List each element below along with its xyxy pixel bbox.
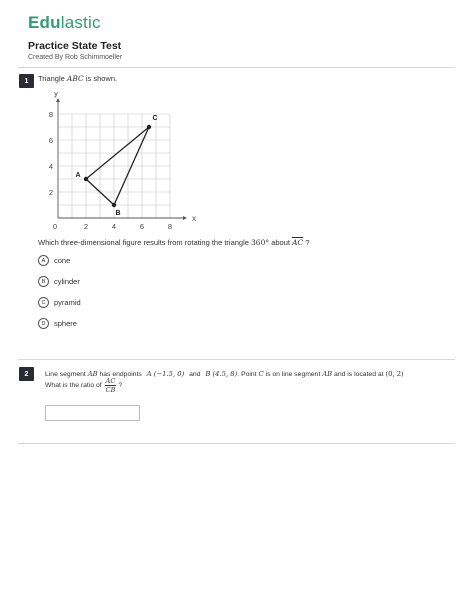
choice-letter-badge: A	[38, 255, 49, 266]
test-title: Practice State Test	[28, 40, 122, 52]
choice-label: cone	[54, 256, 71, 265]
q2-point-b: B (4.5, 8)	[205, 370, 238, 378]
y-tick-label: 6	[48, 136, 53, 145]
q2-ratio-end: ?	[118, 382, 123, 389]
y-tick-label: 2	[48, 188, 53, 197]
x-tick-label: 6	[139, 222, 145, 231]
q2-text: Line segment	[45, 371, 86, 378]
q2-text: is on line segment	[265, 371, 321, 378]
q2-point-c: C	[258, 370, 264, 378]
point-label-a: A	[75, 172, 81, 179]
y-axis-label: y	[54, 92, 58, 98]
question-divider	[18, 443, 455, 444]
point-a	[84, 177, 88, 181]
choice-label: pyramid	[54, 298, 81, 307]
ratio-fraction	[105, 377, 117, 394]
choice-label: sphere	[54, 319, 77, 328]
question-1-stem	[38, 74, 117, 83]
fraction-numerator: AC	[105, 377, 116, 385]
logo-bold-text: Edu	[28, 13, 61, 32]
prompt-end: ?	[305, 238, 310, 247]
stem-suffix: is shown.	[85, 74, 118, 83]
point-b	[112, 203, 116, 207]
x-axis-label: x	[192, 214, 196, 223]
q2-text: . Point	[237, 371, 257, 378]
q2-text: and is located at	[334, 371, 384, 378]
prompt-text: Which three-dimensional figure results from rotating the triangle	[38, 238, 249, 247]
question-divider	[18, 359, 455, 360]
choice-letter-badge: D	[38, 318, 49, 329]
coordinate-graph	[45, 92, 205, 232]
question-number-badge: 2	[19, 367, 34, 381]
prompt-about: about	[271, 238, 290, 247]
choice-letter-badge: C	[38, 297, 49, 308]
choice-label: cylinder	[54, 277, 80, 286]
point-label-c: C	[152, 115, 158, 122]
fraction-denominator: CB	[105, 386, 116, 394]
point-c	[147, 125, 151, 129]
prompt-degrees: 360°	[251, 238, 270, 247]
question-2-line-2	[45, 377, 122, 394]
x-tick-label: 0	[52, 222, 58, 231]
question-1-prompt	[38, 238, 310, 247]
test-creator: Created By Rob Schimmoeller	[28, 54, 123, 61]
choice-b[interactable]	[38, 276, 80, 287]
choice-letter-badge: B	[38, 276, 49, 287]
q2-text: has endpoints	[99, 371, 142, 378]
point-label-b: B	[115, 210, 121, 217]
answer-input[interactable]	[45, 405, 140, 421]
y-tick-label: 8	[48, 110, 53, 119]
q2-segment-ab: AB	[87, 370, 98, 378]
y-axis-arrow	[56, 98, 60, 102]
edulastic-logo	[28, 13, 101, 33]
choice-a[interactable]	[38, 255, 70, 266]
logo-rest-text: lastic	[60, 13, 101, 32]
choice-c[interactable]	[38, 297, 81, 308]
choice-d[interactable]	[38, 318, 77, 329]
x-tick-label: 2	[83, 222, 89, 231]
question-number-badge: 1	[19, 74, 34, 88]
q2-text: and	[189, 371, 201, 378]
prompt-segment: $\overline{AC}$	[292, 238, 304, 247]
header-divider	[18, 67, 455, 68]
y-tick-label: 4	[48, 162, 53, 171]
q2-segment-ab-2: AB	[322, 370, 333, 378]
x-axis-arrow	[183, 216, 187, 220]
x-tick-label: 4	[111, 222, 117, 231]
x-tick-label: 8	[167, 222, 173, 231]
stem-prefix: Triangle	[38, 74, 65, 83]
q2-coordinate: (0, 2)	[385, 370, 404, 378]
q2-ratio-text: What is the ratio of	[45, 382, 102, 389]
stem-triangle-name: ABC	[66, 74, 84, 83]
q2-point-a: A (−1.5, 0)	[146, 370, 185, 378]
